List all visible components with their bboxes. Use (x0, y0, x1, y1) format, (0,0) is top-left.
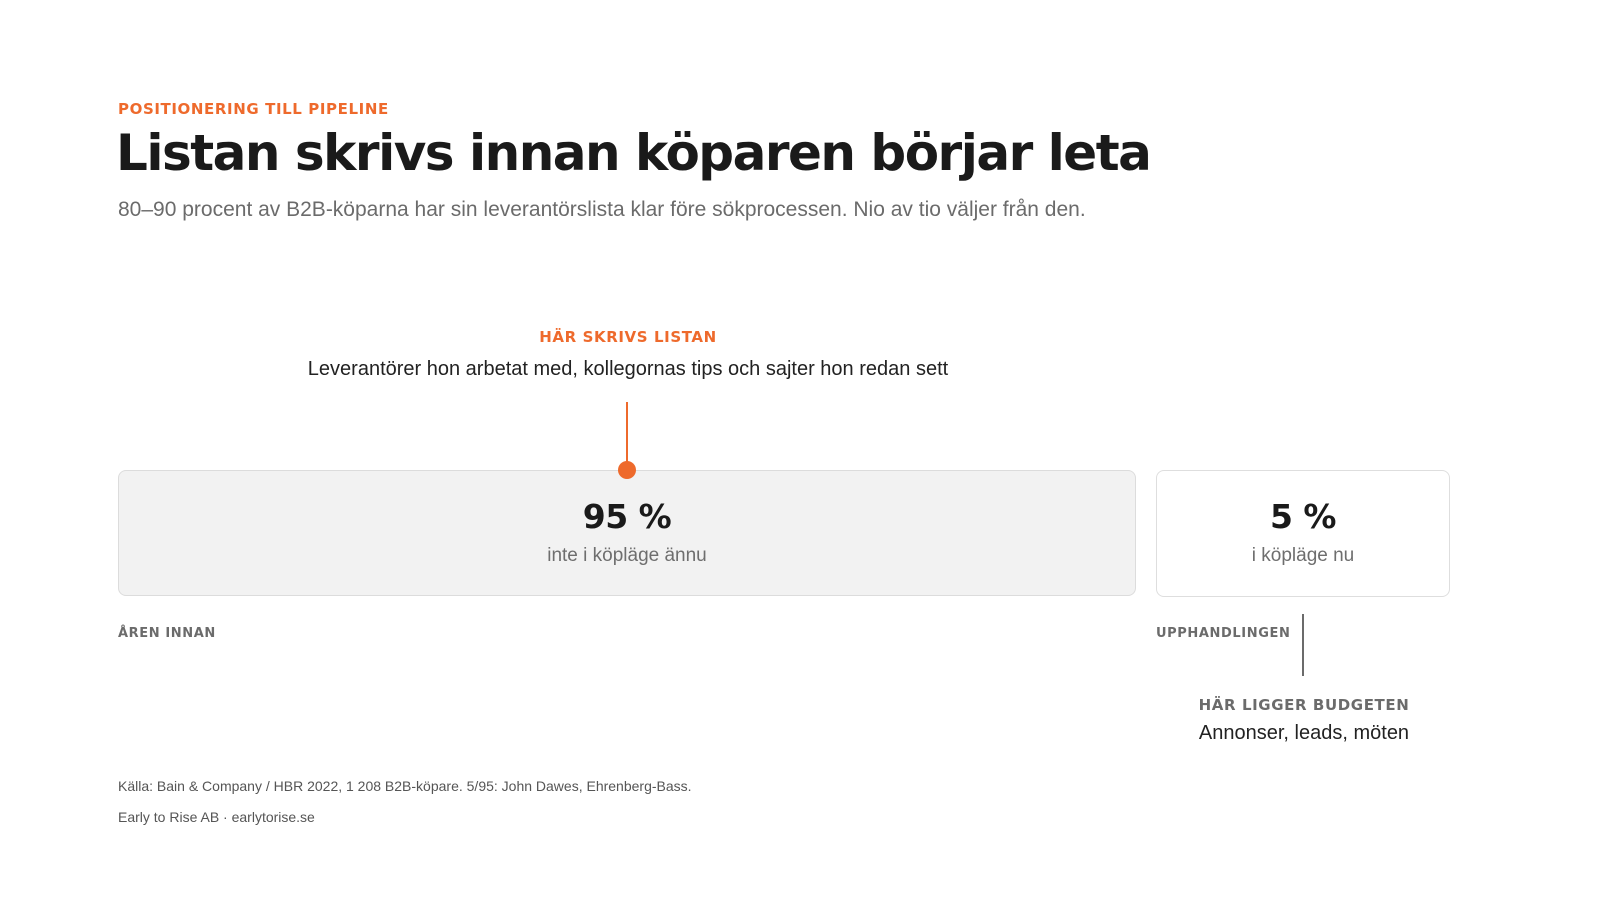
segment-not-buying (118, 470, 1136, 596)
axis-label-procurement: UPPHANDLINGEN (1156, 626, 1291, 641)
page-subtitle: 80–90 procent av B2B-köparna har sin leverantörslista klar före sökprocessen. Nio av tio väljer från den. (118, 198, 1086, 221)
budget-connector-line (1302, 614, 1304, 676)
list-connector-line (626, 402, 628, 468)
list-marker-dot (618, 461, 636, 479)
budget-annotation-text: Annonser, leads, möten (1198, 722, 1410, 744)
segment-buying (1156, 470, 1450, 597)
list-annotation-text: Leverantörer hon arbetat med, kollegornas tips och sajter hon redan sett (307, 358, 949, 380)
axis-label-years-before: ÅREN INNAN (118, 626, 216, 641)
segment-buying-value: 5 % (1269, 497, 1336, 536)
list-annotation-label: HÄR SKRIVS LISTAN (539, 328, 717, 346)
company-credit: Early to Rise AB · earlytorise.se (118, 809, 315, 825)
source-note: Källa: Bain & Company / HBR 2022, 1 208 B2B-köpare. 5/95: John Dawes, Ehrenberg-Bass. (118, 778, 692, 794)
segment-not-buying-value: 95 % (582, 497, 672, 536)
eyebrow-label: POSITIONERING TILL PIPELINE (118, 100, 389, 118)
budget-annotation-label: HÄR LIGGER BUDGETEN (1198, 696, 1410, 714)
page-title: Listan skrivs innan köparen börjar leta (116, 124, 1151, 182)
segment-buying-caption: i köpläge nu (1251, 545, 1355, 566)
segment-not-buying-caption: inte i köpläge ännu (547, 545, 707, 566)
